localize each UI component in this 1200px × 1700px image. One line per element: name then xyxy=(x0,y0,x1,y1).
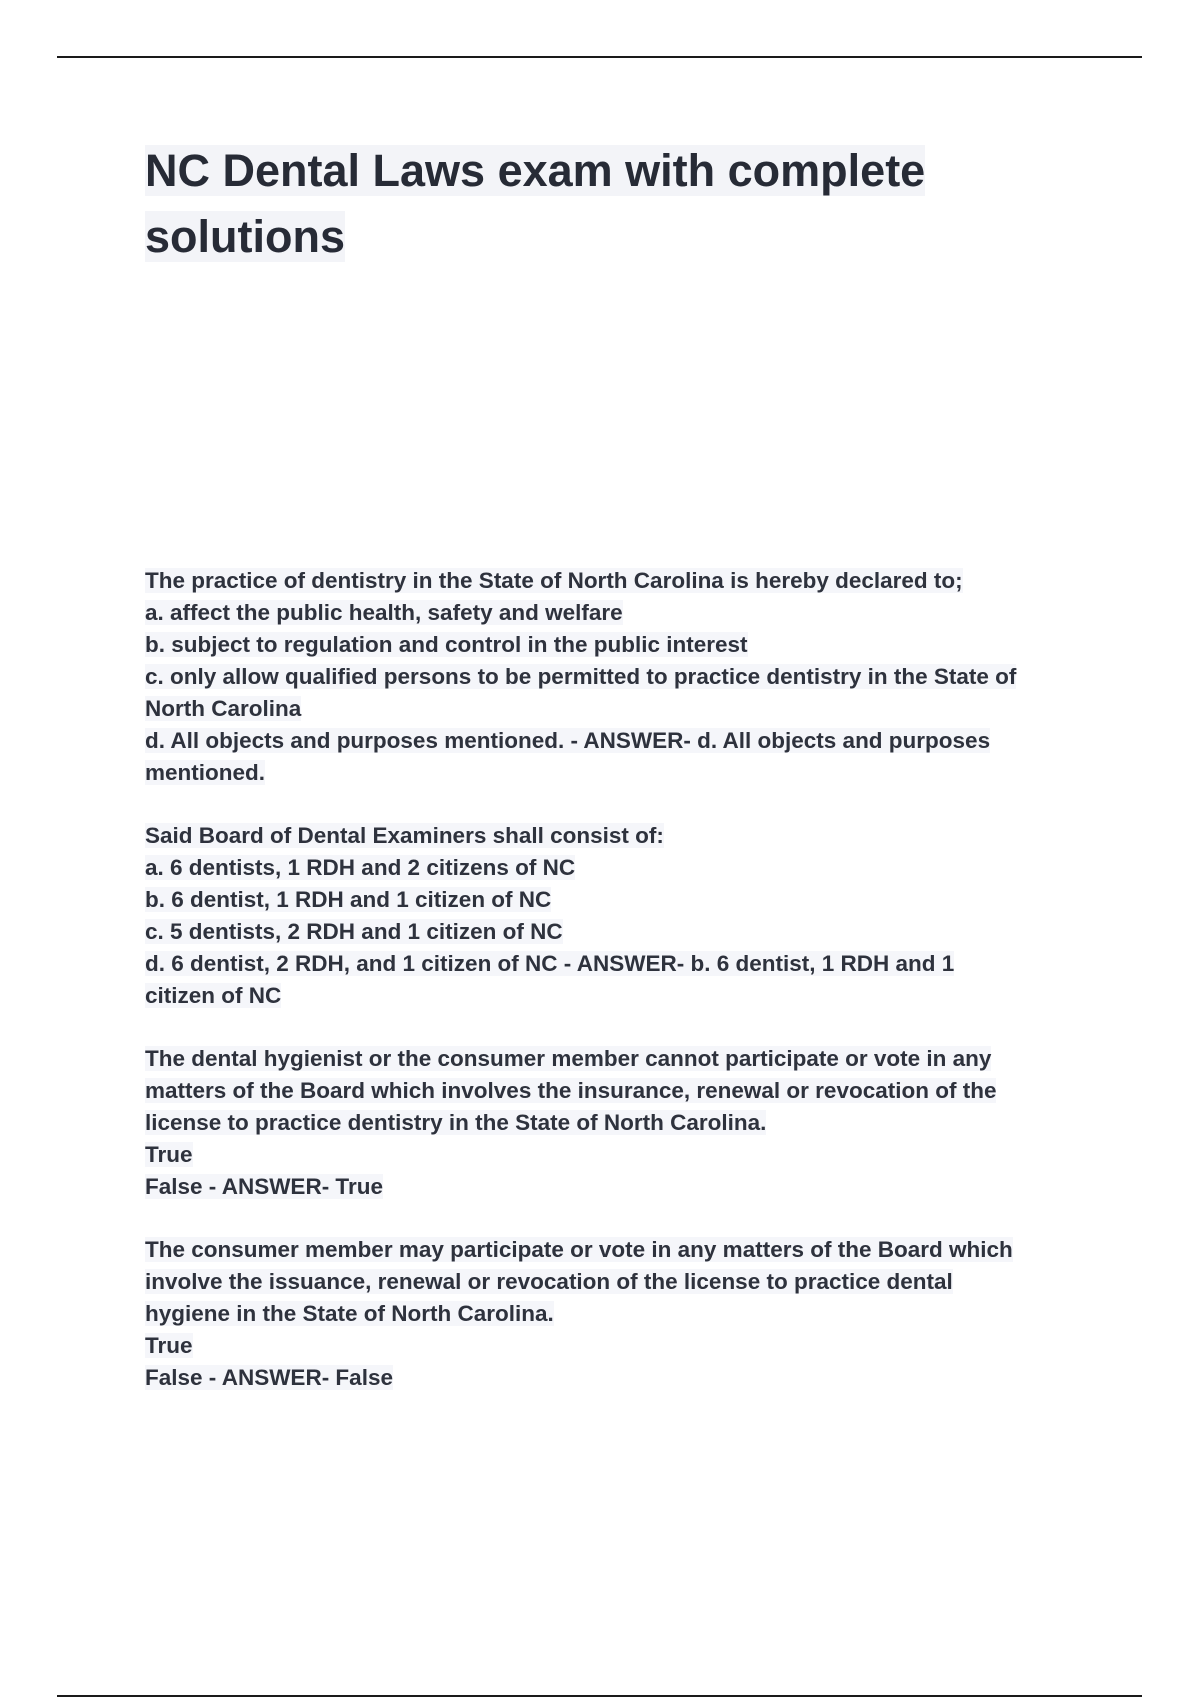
question-1-option: North Carolina xyxy=(145,696,302,721)
bottom-divider xyxy=(57,1695,1142,1697)
question-list xyxy=(145,565,1095,1425)
question-1-answer: d. All objects and purposes mentioned. - ANSWER- d. All objects and purposes xyxy=(145,728,991,753)
question-3-line: The dental hygienist or the consumer member cannot participate or vote in any xyxy=(145,1046,992,1071)
top-divider xyxy=(57,56,1142,58)
document-title xyxy=(145,138,1025,270)
question-4-line: The consumer member may participate or vote in any matters of the Board which xyxy=(145,1237,1013,1262)
question-1-line: The practice of dentistry in the State of North Carolina is hereby declared to; xyxy=(145,568,963,593)
question-2-line: Said Board of Dental Examiners shall consist of: xyxy=(145,823,664,848)
question-block-1 xyxy=(145,565,1095,789)
question-3-line: matters of the Board which involves the insurance, renewal or revocation of the xyxy=(145,1078,997,1103)
question-block-3 xyxy=(145,1043,1095,1203)
question-1-option: b. subject to regulation and control in the public interest xyxy=(145,632,748,657)
question-2-option: a. 6 dentists, 1 RDH and 2 citizens of NC xyxy=(145,855,576,880)
question-1-option: c. only allow qualified persons to be permitted to practice dentistry in the State of xyxy=(145,664,1017,689)
question-2-option: c. 5 dentists, 2 RDH and 1 citizen of NC xyxy=(145,919,563,944)
question-3-answer: False - ANSWER- True xyxy=(145,1174,383,1199)
question-4-option: True xyxy=(145,1333,193,1358)
question-4-line: involve the issuance, renewal or revocation of the license to practice dental xyxy=(145,1269,953,1294)
question-4-answer: False - ANSWER- False xyxy=(145,1365,393,1390)
question-1-answer: mentioned. xyxy=(145,760,266,785)
question-3-option: True xyxy=(145,1142,193,1167)
question-2-answer: citizen of NC xyxy=(145,983,282,1008)
question-2-option: b. 6 dentist, 1 RDH and 1 citizen of NC xyxy=(145,887,552,912)
question-block-4 xyxy=(145,1234,1095,1394)
question-4-line: hygiene in the State of North Carolina. xyxy=(145,1301,554,1326)
question-1-option: a. affect the public health, safety and welfare xyxy=(145,600,623,625)
question-3-line: license to practice dentistry in the State of North Carolina. xyxy=(145,1110,767,1135)
document-title-text: NC Dental Laws exam with complete solutions xyxy=(145,145,926,262)
question-block-2 xyxy=(145,820,1095,1012)
question-2-answer: d. 6 dentist, 2 RDH, and 1 citizen of NC - ANSWER- b. 6 dentist, 1 RDH and 1 xyxy=(145,951,955,976)
